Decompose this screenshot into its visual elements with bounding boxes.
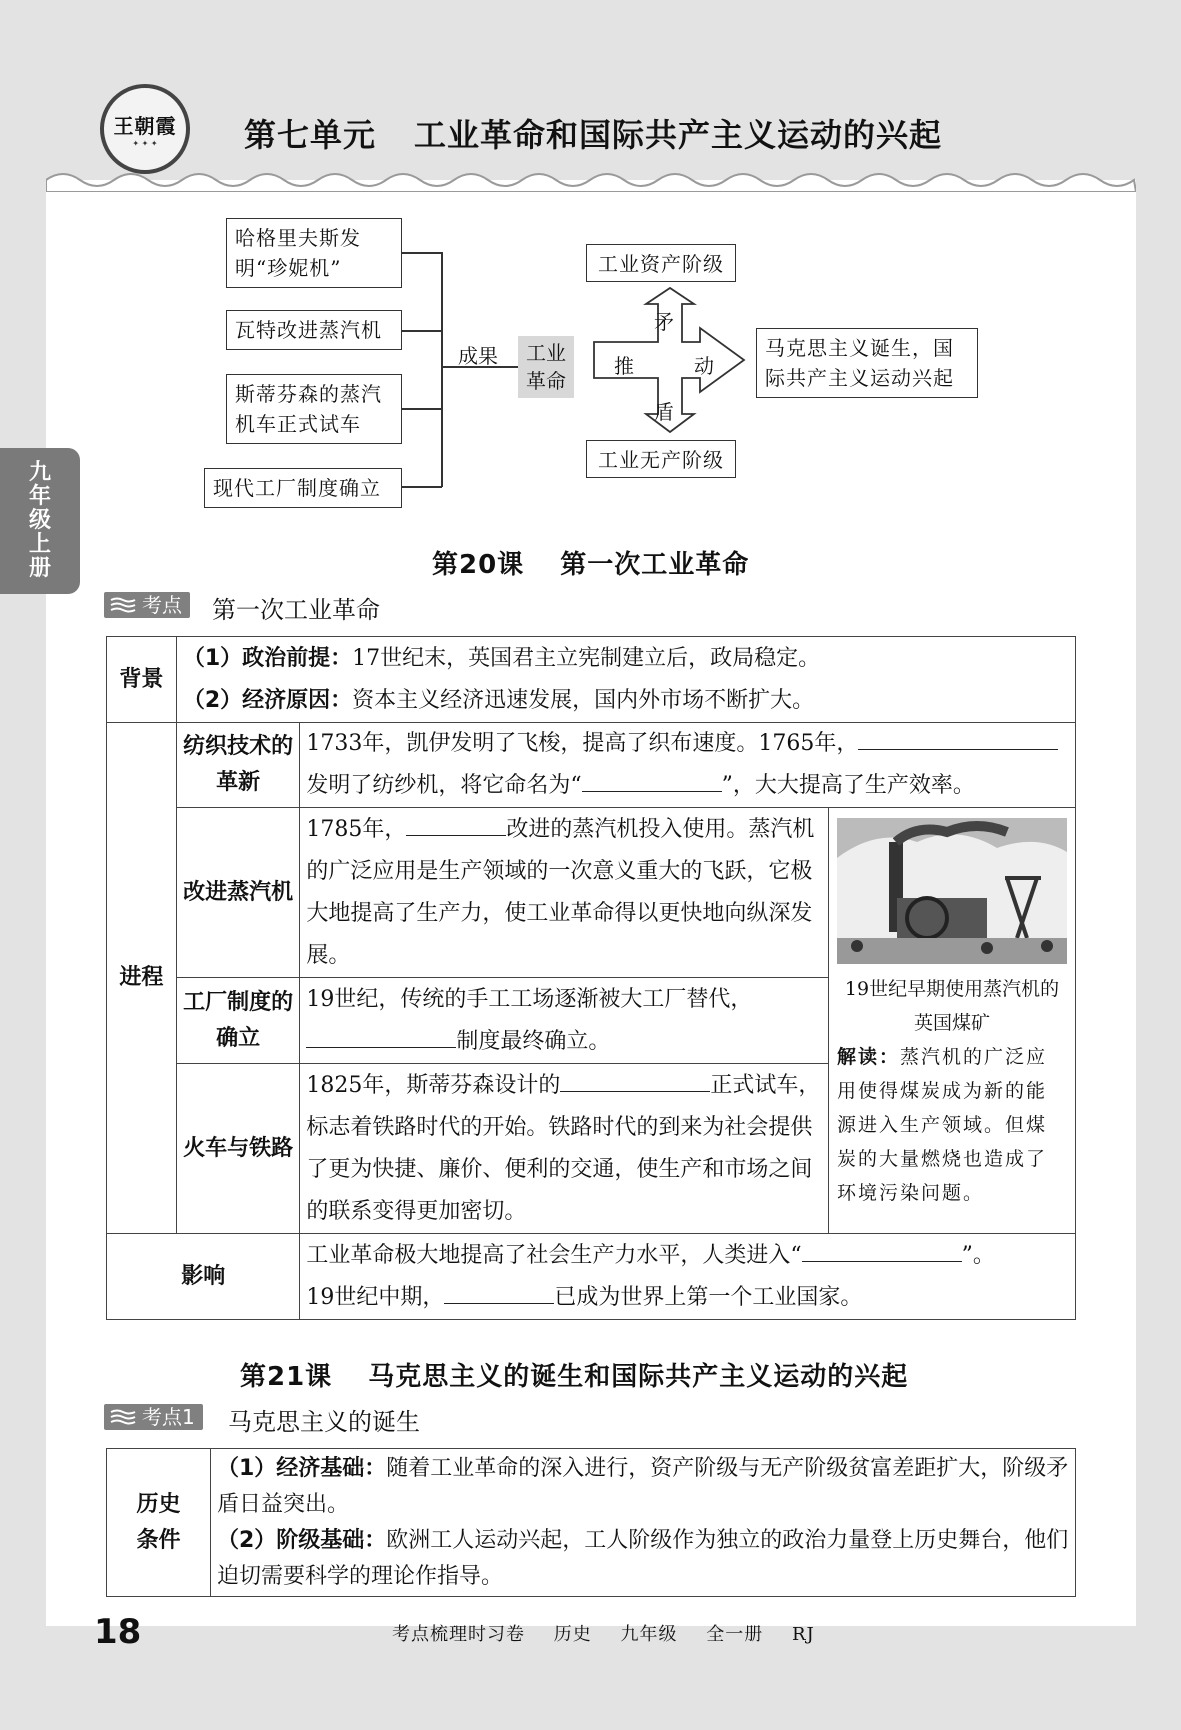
image-note: [837, 1040, 1067, 1210]
image-note-head: 解读：: [836, 1046, 900, 1068]
diagram-box-factory: 现代工厂制度确立: [204, 468, 402, 508]
condition-head-2: （2）阶级基础：: [216, 1527, 387, 1553]
impact-line2-b: 已成为世界上第一个工业国家。: [554, 1284, 863, 1310]
bourgeoisie-box: 工业资产阶级: [586, 244, 736, 282]
lesson21-number: 第21课: [240, 1362, 333, 1392]
condition-head-1: （1）经济基础：: [216, 1455, 387, 1481]
factory-text-a: 19世纪，传统的手工工场逐渐被大工厂替代，: [306, 986, 753, 1012]
answer-blank[interactable]: [560, 1065, 710, 1092]
kaodian-title: 第一次工业革命: [212, 596, 380, 624]
answer-blank[interactable]: [858, 723, 1058, 750]
footer-book: 考点梳理时习卷: [392, 1624, 525, 1645]
connector-line: [402, 330, 442, 332]
unit-number: 第七单元: [244, 116, 377, 154]
railway-text-b: 正式试车，标志着铁路时代的开始。铁路时代的到来为社会提供了更为快捷、廉价、便利的交通，使生产和市场之间的联系变得更加密切。: [306, 1072, 821, 1224]
impact-line2-a: 19世纪中期，: [306, 1284, 445, 1310]
textile-text-c: ”，大大提高了生产效率。: [721, 773, 975, 798]
footer-info: [392, 1620, 837, 1646]
wave-lines-icon: [110, 597, 136, 613]
railway-text-a: 1825年，斯蒂芬森设计的: [306, 1072, 561, 1098]
footer-grade: 九年级: [620, 1624, 678, 1645]
lesson20-title: [432, 544, 749, 581]
condition-text-2: 欧洲工人运动兴起，工人阶级作为独立的政治力量登上历史舞台，他们迫切需要科学的理论作指导。: [216, 1527, 1069, 1589]
answer-blank[interactable]: [406, 809, 506, 836]
impact-line1-a: 工业革命极大地提高了社会生产力水平，人类进入“: [306, 1242, 802, 1268]
arrow-label-dong: 动: [694, 354, 714, 378]
label-background: 背景: [107, 637, 177, 723]
answer-blank[interactable]: [306, 1021, 456, 1048]
answer-blank[interactable]: [802, 1235, 962, 1262]
logo-text: 王朝霞: [113, 114, 177, 138]
kaodian-label: 考点: [142, 593, 182, 617]
factory-text-b: 制度最终确立。: [456, 1028, 611, 1054]
publisher-logo: [100, 84, 190, 174]
tab-char: 册: [28, 556, 51, 581]
footer-volume: 全一册: [706, 1624, 764, 1645]
tab-char: 级: [28, 508, 51, 533]
label-process: 进程: [107, 723, 177, 1234]
marxism-outcome-box: 马克思主义诞生，国际共产主义运动兴起: [756, 328, 978, 398]
connector-bracket: [441, 252, 443, 487]
footer-subject: 历史: [553, 1624, 592, 1645]
textile-text-b: 发明了纺纱机，将它命名为“: [306, 773, 582, 798]
coal-mine-cell: [828, 808, 1075, 1234]
logo-ornament-icon: ✦ ✦ ✦: [132, 139, 158, 148]
diagram-box-jenny: 哈格里夫斯发明“珍妮机”: [226, 218, 402, 288]
kaodian1-badge: [104, 1404, 203, 1430]
arrow-label-dun: 盾: [654, 400, 674, 424]
steam-text-b: 改进的蒸汽机投入使用。蒸汽机的广泛应用是生产领域的一次意义重大的飞跃，它极大地提高了生产力，使工业革命得以更快地向纵深发展。: [306, 816, 815, 968]
lesson21-subtitle: 马克思主义的诞生和国际共产主义运动的兴起: [368, 1362, 909, 1392]
coal-mine-illustration: [837, 818, 1067, 964]
answer-blank[interactable]: [444, 1277, 554, 1304]
proletariat-box: 工业无产阶级: [586, 440, 736, 478]
lesson20-subtitle: 第一次工业革命: [560, 550, 750, 580]
grade-side-tab: [0, 448, 80, 594]
image-note-text: 蒸汽机的广泛应用使得煤炭成为新的能源进入生产领域。但煤炭的大量燃烧也造成了环境污染问题。: [836, 1046, 1047, 1204]
lesson21-table: [106, 1448, 1076, 1597]
diagram-box-stephenson: 斯蒂芬森的蒸汽机车正式试车: [226, 374, 402, 444]
table-row-steam: [107, 808, 1076, 978]
unit-subtitle: 工业革命和国际共产主义运动的兴起: [414, 116, 943, 154]
condition-text-1: 随着工业革命的深入进行，资产阶级与无产阶级贫富差距扩大，阶级矛盾日益突出。: [216, 1455, 1069, 1517]
wave-lines-icon: [110, 1409, 136, 1425]
arrow-label-tui: 推: [614, 354, 634, 378]
table-row-textile: [107, 723, 1076, 808]
textile-text-a: 1733年，凯伊发明了飞梭，提高了织布速度。1765年，: [306, 731, 859, 756]
background-head-2: （2）经济原因：: [182, 687, 353, 713]
impact-cell: [300, 1234, 1076, 1320]
table-row-conditions: [107, 1449, 1076, 1597]
lesson20-table: [106, 636, 1076, 1320]
label-impact: 影响: [107, 1234, 300, 1320]
table-row-impact: [107, 1234, 1076, 1320]
conditions-cell: [210, 1449, 1075, 1597]
page-number: 18: [94, 1612, 142, 1652]
factory-cell: [300, 978, 829, 1064]
label-conditions: 历史条件: [107, 1449, 211, 1597]
background-cell: [176, 637, 1075, 723]
background-text-1: 17世纪末，英国君主立宪制建立后，政局稳定。: [352, 645, 821, 671]
lesson20-number: 第20课: [432, 550, 525, 580]
kaodian-badge: [104, 592, 190, 618]
railway-cell: [300, 1064, 829, 1234]
sub-textile: 纺织技术的革新: [176, 723, 300, 808]
sub-steam: 改进蒸汽机: [176, 808, 300, 978]
tab-char: 上: [28, 532, 51, 557]
footer-edition: RJ: [791, 1624, 815, 1645]
tab-char: 九: [28, 460, 51, 485]
steam-text-a: 1785年，: [306, 816, 407, 842]
background-text-2: 资本主义经济迅速发展，国内外市场不断扩大。: [352, 687, 815, 713]
result-label: 成果: [458, 344, 498, 368]
arrow-label-mao: 矛: [654, 310, 674, 334]
top-wave-border: [46, 168, 1136, 192]
background-head-1: （1）政治前提：: [182, 645, 353, 671]
kaodian1-title: 马克思主义的诞生: [228, 1408, 420, 1436]
kaodian1-label: 考点1: [142, 1405, 195, 1429]
impact-line1-b: ”。: [961, 1242, 995, 1268]
image-caption: 19世纪早期使用蒸汽机的英国煤矿: [844, 978, 1060, 1034]
tab-char: 年: [28, 484, 51, 509]
steam-cell: [300, 808, 829, 978]
textile-cell: [300, 723, 1076, 808]
answer-blank[interactable]: [582, 765, 722, 792]
unit-title: [244, 110, 942, 156]
diagram-box-watt: 瓦特改进蒸汽机: [226, 310, 402, 350]
connector-line: [402, 486, 442, 488]
industrial-revolution-box: 工业革命: [518, 336, 574, 398]
connector-line: [402, 408, 442, 410]
table-row-background: [107, 637, 1076, 723]
lesson21-title: [240, 1356, 908, 1393]
sub-railway: 火车与铁路: [176, 1064, 300, 1234]
connector-line: [402, 252, 442, 254]
sub-factory: 工厂制度的确立: [176, 978, 300, 1064]
